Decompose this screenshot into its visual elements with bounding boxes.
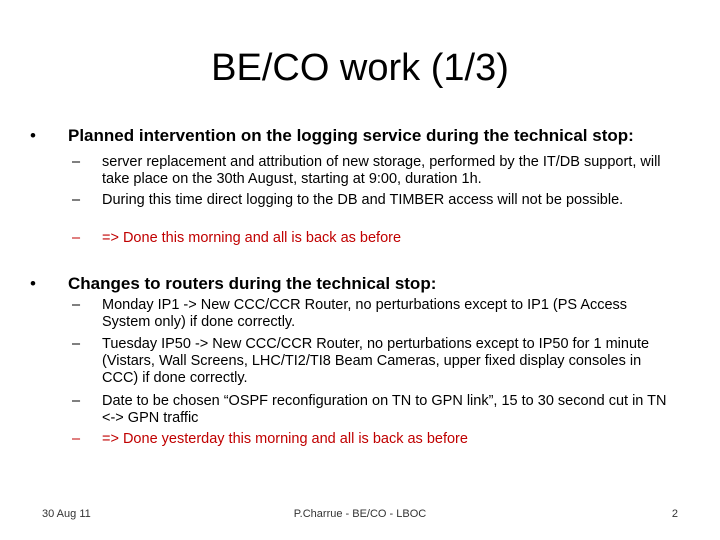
subitem-direct-logging xyxy=(72,192,672,209)
slide-title: BE/CO work (1/3) xyxy=(211,47,509,89)
footer-author: P.Charrue - BE/CO - LBOC xyxy=(293,508,427,520)
footer-date: 30 Aug 11 xyxy=(42,508,91,520)
subitem-text: Date to be chosen “OSPF reconfiguration on TN to GPN link”, 15 to 30 second cut in TN <-> GPN traffic xyxy=(102,393,667,426)
subitem-text: Monday IP1 -> New CCC/CCR Router, no perturbations except to IP1 (PS Access System only) if done correctly. xyxy=(102,297,628,330)
subitem-server-replacement xyxy=(72,154,672,188)
subitem-tuesday-ip50 xyxy=(72,336,672,387)
bullet-marker: • xyxy=(30,274,36,293)
subitem-marker: – xyxy=(72,154,81,170)
subitem-text: => Done this morning and all is back as before xyxy=(102,230,402,246)
subitem-marker: – xyxy=(72,230,81,246)
subitem-done-routers xyxy=(72,431,672,448)
footer-page-number: 2 xyxy=(671,508,678,520)
subitem-text: During this time direct logging to the DB and TIMBER access will not be possible. xyxy=(102,192,624,208)
subitem-ospf-reconfiguration xyxy=(72,393,672,427)
subitem-marker: – xyxy=(72,336,81,352)
subitem-text: server replacement and attribution of new storage, performed by the IT/DB support, will take place on the 30th August, starting at 9:00, duration 1h. xyxy=(102,154,661,187)
bullet-logging-service xyxy=(30,126,690,146)
subitem-marker: – xyxy=(72,393,81,409)
bullet-router-changes xyxy=(30,274,690,294)
subitem-monday-ip1 xyxy=(72,297,672,331)
subitem-done-logging xyxy=(72,230,672,247)
bullet-text: Changes to routers during the technical stop: xyxy=(68,274,437,293)
subitem-marker: – xyxy=(72,192,81,208)
subitem-marker: – xyxy=(72,431,81,447)
bullet-marker: • xyxy=(30,126,36,145)
subitem-marker: – xyxy=(72,297,81,313)
subitem-text: Tuesday IP50 -> New CCC/CCR Router, no perturbations except to IP50 for 1 minute (Vistars, Wall Screens, LHC/TI2/TI8 Beam Cameras, upper fixed display consoles in CCC) if done correctly. xyxy=(102,336,650,386)
bullet-text: Planned intervention on the logging service during the technical stop: xyxy=(68,126,634,145)
subitem-text: => Done yesterday this morning and all is back as before xyxy=(102,431,468,447)
